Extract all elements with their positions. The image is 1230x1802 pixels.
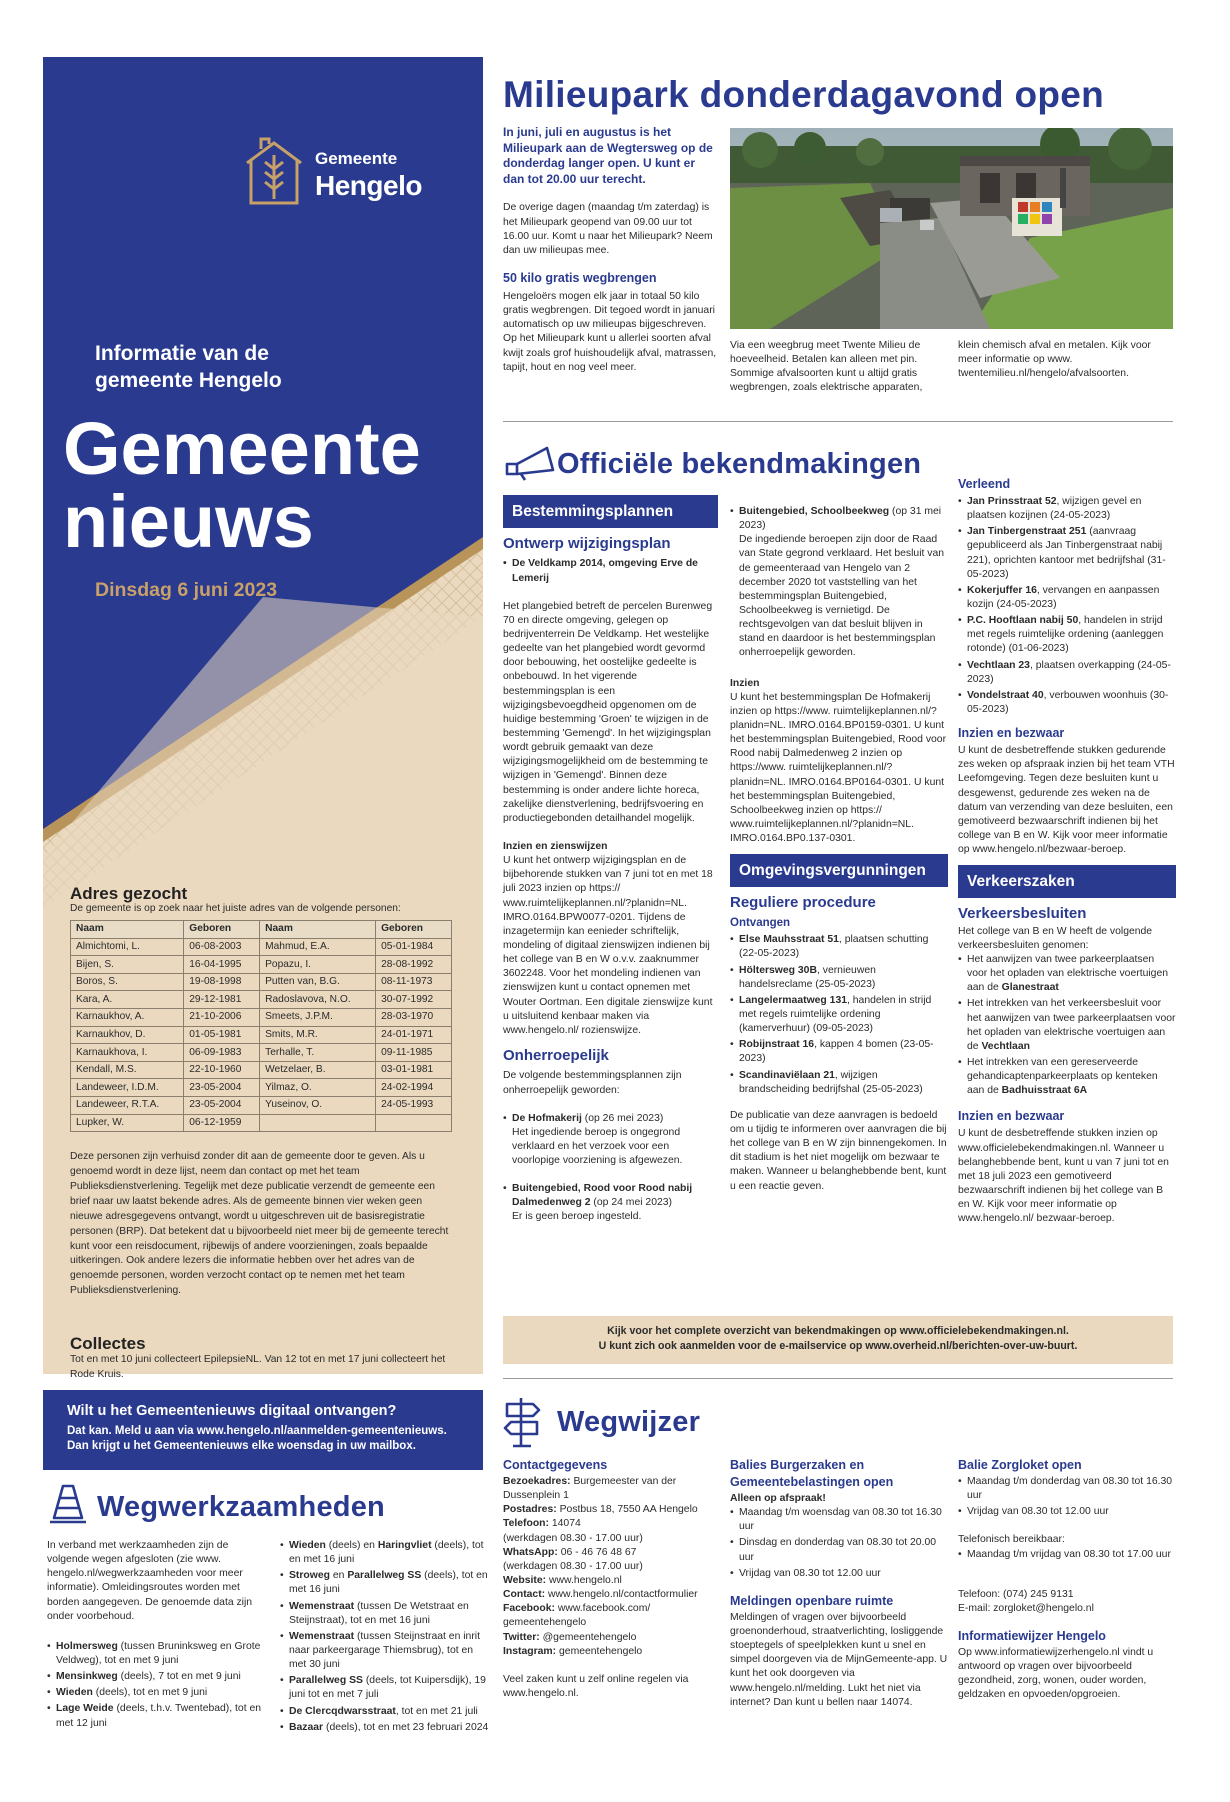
adres-body: Deze personen zijn verhuisd zonder dit aan de gemeente door te geven. Als u genoemd wordt in deze lijst, neem dan contact op met het team Publieksdienstverlening. Tegelijk met deze publicatie verzendt de gemeente een brief naar uw laatst bekende adres. Als de gemeente binnen vier weken geen nieuwe adresgegevens ontvangt, wordt u uitgeschreven uit de basisregistratie personen (BRP). Dat betekent dat u bijvoorbeeld niet meer bij de gemeente terecht kunt voor een reisdocument, rijbewijs of andere voorzieningen, zoals bepaalde uitkeringen. Ook andere lezers die informatie hebben over het adres van de genoemde personen, worden verzocht contact op te nemen met het team Publieksdienstverlening. — [70, 1151, 449, 1297]
contact-line: Bezoekadres: Burgemeester van der Dussenplein 1 — [503, 1476, 677, 1502]
zorgloket-mail[interactable]: E-mail: zorgloket@hengelo.nl — [958, 1602, 1094, 1614]
table-cell: Radoslavova, N.O. — [260, 991, 376, 1009]
divider — [503, 421, 1173, 422]
table-cell: 23-05-2004 — [184, 1096, 260, 1114]
bek-col3 — [958, 474, 1176, 1226]
table-cell: Kendall, M.S. — [71, 1061, 184, 1079]
divider — [503, 1378, 1173, 1379]
infowijzer-body: Op www.informatiewijzerhengelo.nl vindt u antwoord op vragen over bijvoorbeeld gezondheid, zorg, wonen, ouder worden, geldzaken en opvoeden/opgroeien. — [958, 1646, 1154, 1701]
wegwijzer-title: Wegwijzer — [557, 1406, 701, 1438]
table-cell: 24-01-1971 — [376, 1026, 452, 1044]
digitaal-line2: Dan krijgt u het Gemeentenieuws elke woensdag in uw mailbox. — [67, 1440, 416, 1453]
zorgloket-tel: Telefoon: (074) 245 9131 — [958, 1588, 1074, 1600]
milieupark-photo — [730, 128, 1173, 329]
meldingen-body: Meldingen of vragen over bijvoorbeeld groenonderhoud, straatverlichting, losliggende stoeptegels of speelplekken kunt u snel en simpel doorgeven via de MijnGemeente-app. U kunt het ook doorgeven via www.hengelo.nl/melding. Lukt het niet via internet? Dan kunt u bellen naar 14074. — [730, 1611, 948, 1708]
collectes-body: Tot en met 10 juni collecteert EpilepsieNL. Van 12 tot en met 17 juni collecteert het Rode Kruis. — [70, 1354, 446, 1380]
table-cell — [376, 1114, 452, 1132]
bek-item-veldkamp: • De Veldkamp 2014, omgeving Erve de Lemerij — [503, 557, 718, 585]
contact-line: Website: www.hengelo.nl — [503, 1574, 622, 1586]
table-cell: Landeweer, R.T.A. — [71, 1096, 184, 1114]
list-item: • De Clercqdwarsstraat, tot en met 21 juli — [280, 1705, 490, 1719]
wegwerk-list-1 — [47, 1640, 262, 1731]
digitaal-line1[interactable]: Dat kan. Meld u aan via www.hengelo.nl/aanmelden-gemeentenieuws. — [67, 1424, 447, 1437]
table-row — [71, 1114, 452, 1132]
table-cell: Kara, A. — [71, 991, 184, 1009]
wegwerk-list-2 — [280, 1539, 490, 1735]
table-cell: 28-03-1970 — [376, 1008, 452, 1026]
bek-c3-inzien-bezwaar: Inzien en bezwaar — [958, 726, 1065, 741]
list-item: • Het intrekken van een gereserveerde gehandicaptenparkeerplaats op kenteken aan de Badhuisstraat 6A — [958, 1056, 1176, 1098]
table-cell: 03-01-1981 — [376, 1061, 452, 1079]
bek-c3-p3: U kunt de desbetreffende stukken inzien op www.officielebekendmakingen.nl. Wanneer u belanghebbende bent, kunt u van 7 juni tot en met 18 juli 2023 een gemotiveerd bezwaarschrift indienen bij het college van B en W. Kijk voor meer informatie op www.hengelo.nl/ bezwaar-beroep. — [958, 1128, 1169, 1225]
table-cell: Wetzelaer, B. — [260, 1061, 376, 1079]
milieu-col2 — [730, 339, 948, 396]
title-line2: nieuws — [63, 480, 314, 563]
wegwijzer-col3 — [958, 1457, 1176, 1703]
list-item: • Dinsdag en donderdag van 08.30 tot 20.00 uur — [730, 1536, 948, 1564]
infowijzer-heading: Informatiewijzer Hengelo — [958, 1628, 1106, 1643]
table-cell: Smits, M.R. — [260, 1026, 376, 1044]
table-cell: 06-09-1983 — [184, 1044, 260, 1062]
zorgloket-list — [958, 1475, 1176, 1519]
table-cell: 16-04-1995 — [184, 956, 260, 974]
table-cell: 22-10-1960 — [184, 1061, 260, 1079]
list-item: • Mensinkweg (deels), 7 tot en met 9 juni — [47, 1670, 262, 1684]
milieu-title: Milieupark donderdagavond open — [503, 74, 1105, 115]
zorgloket-tel-list — [958, 1548, 1176, 1562]
table-cell: 28-08-1992 — [376, 956, 452, 974]
wegwijzer-col2 — [730, 1457, 948, 1710]
table-header: Geboren — [376, 921, 452, 939]
table-row — [71, 1044, 452, 1062]
list-item: • Het intrekken van het verkeersbesluit voor het aanwijzen van twee parkeerplaatsen voor het opladen van elektrische voertuigen aan de Vechtlaan — [958, 997, 1176, 1054]
table-row — [71, 938, 452, 956]
balies-afspraak: Alleen op afspraak! — [730, 1493, 826, 1504]
list-item: • Langelermaatweg 131, handelen in strijd met regels ruimtelijke ordening (kamerverhuur) (09-05-2023) — [730, 994, 948, 1036]
adres-title: Adres gezocht — [70, 884, 188, 903]
table-cell: Yuseinov, O. — [260, 1096, 376, 1114]
table-cell: 23-05-2004 — [184, 1079, 260, 1097]
list-item: • Maandag t/m woensdag van 08.30 tot 16.30 uur — [730, 1506, 948, 1534]
contact-line: (werkdagen 08.30 - 17.00 uur) — [503, 1532, 643, 1544]
bek-verleend-list — [958, 495, 1176, 717]
list-item: • Wieden (deels) en Haringvliet (deels), tot en met 16 juni — [280, 1539, 490, 1567]
wegwerk-title: Wegwerkzaamheden — [97, 1491, 385, 1523]
list-item: • Jan Tinbergenstraat 251 (aanvraag gepubliceerd als Jan Tinbergenstraat nabij 221), oprichten kantoor met bedrijfshal (31-05-2023) — [958, 525, 1176, 582]
table-cell: Putten van, B.G. — [260, 973, 376, 991]
contact-line: (werkdagen 08.30 - 17.00 uur) — [503, 1560, 643, 1572]
bek-c2-p3: De publicatie van deze aanvragen is bedoeld om u tijdig te informeren over aanvragen die bij het college van B en W zijn binnengekomen. In dit stadium is het niet mogelijk om bezwaar te maken. Wanneer u belanghebbende bent, kunt u een reactie geven. — [730, 1109, 947, 1192]
adres-intro: De gemeente is op zoek naar het juiste adres van de volgende personen: — [70, 903, 401, 914]
bek-c1-p1: Het plangebied betreft de percelen Burenweg 70 en directe omgeving, gelegen op bedrijventerrein De Veldkamp. Het westelijke gedeelte van het plangebied wordt gevormd door bebouwing, het oostelijke gedeelte is onbebouwd. In het vigerende bestemmingsplan is een wijzigingsbevoegdheid opgenomen om de huidige bestemming 'Groen' te wijzigen in de bestemming 'Gemengd'. In het wijzigingsplan wordt gebruik gemaakt van deze wijzigingsmogelijkheid om de bestemming te wijzigen in 'Gemengd'. Binnen deze bestemming is onder andere lichte horeca, zakelijke dienstverlening, bedrijfsvoering en productiegebonden detailhandel mogelijk. — [503, 600, 713, 824]
table-row — [71, 956, 452, 974]
list-item: • Buitengebied, Schoolbeekweg (op 31 mei 2023) De ingediende beroepen zijn door de Raad van State gegrond verklaard. Het besluit van de gemeenteraad van Hengelo van 2 december 2020 tot vaststelling van het bestemmingsplan Buitengebied, Schoolbeekweg is vernietigd. De rechtsgevolgen van dat besluit blijven in stand en daardoor is het bestemmingsplan onherroepelijk geworden. — [730, 505, 948, 661]
bek-ontvangen: Ontvangen — [730, 916, 791, 929]
milieu-p1: De overige dagen (maandag t/m zaterdag) is het Milieupark geopend van 09.00 uur tot 16.00 uur. Komt u naar het Milieupark? Neem dan uw milieupas mee. — [503, 202, 713, 256]
table-cell: 24-02-1994 — [376, 1079, 452, 1097]
bek-c3-p1: U kunt de desbetreffende stukken gedurende zes weken op afspraak inzien bij het team VTH Leefomgeving. Tegen deze besluiten kunt u desgewenst, gedurende zes weken na de datum van verzending van deze besluiten, een gemotiveerd bezwaarschrift indienen bij het college van B en W. Kijk voor meer informatie op www.hengelo.nl/bezwaar-beroep. — [958, 745, 1175, 856]
bek-ontwerp-heading: Ontwerp wijzigingsplan — [503, 535, 671, 553]
collectes-title: Collectes — [70, 1334, 146, 1353]
signpost-icon — [503, 1394, 543, 1448]
table-row — [71, 991, 452, 1009]
list-item: • Het aanwijzen van twee parkeerplaatsen voor het opladen van elektrische voertuigen aan de Glanestraat — [958, 953, 1176, 995]
contact-line: Instagram: gemeentehengelo — [503, 1645, 643, 1657]
edition-date: Dinsdag 6 juni 2023 — [95, 579, 278, 601]
milieu-col3 — [958, 339, 1176, 381]
table-cell: 06-12-1959 — [184, 1114, 260, 1132]
title-line1: Gemeente — [63, 407, 421, 490]
bek-banner-line2[interactable]: U kunt zich ook aanmelden voor de e-mailservice op www.overheid.nl/berichten-over-uw-buurt. — [598, 1340, 1078, 1353]
logo-line1: Gemeente — [315, 149, 398, 168]
list-item: • Holmersweg (tussen Bruninksweg en Grote Veldweg), tot en met 9 juni — [47, 1640, 262, 1668]
table-cell: 08-11-1973 — [376, 973, 452, 991]
table-cell: 01-05-1981 — [184, 1026, 260, 1044]
wegwerk-col2 — [280, 1539, 490, 1737]
table-cell: Smeets, J.P.M. — [260, 1008, 376, 1026]
balies-heading: Balies Burgerzaken en Gemeentebelastingen open — [730, 1458, 894, 1489]
table-cell — [260, 1114, 376, 1132]
balies-list — [730, 1506, 948, 1581]
bek-c1-p2: U kunt het ontwerp wijzigingsplan en de bijbehorende stukken van 7 juni tot en met 18 juli 2023 inzien op https:// www.ruimtelijkeplannen.nl/?planidn=NL. IMRO.0164.BPW0077-0201. Tijdens de inzagetermijn kan eenieder schriftelijk, mondeling of digitaal zienswijzen indienen bij het college van B en W o.v.v. zaaknummer 3602248. Voor het mondeling indienen van zienswijzen kunt u contact opnemen met Wouter Oortman. Een digitale zienswijze kunt u uitsluitend kenbaar maken via www.hengelo.nl/ rozienswijze. — [503, 855, 713, 1036]
table-row — [71, 1026, 452, 1044]
list-item: • Wemenstraat (tussen De Wetstraat en Steijnstraat), tot en met 16 juni — [280, 1600, 490, 1628]
milieu-lead: In juni, juli en augustus is het Milieupark aan de Wegtersweg op de donderdag langer open. U kunt er dan tot 20.00 uur terecht. — [503, 125, 713, 186]
list-item: • Höltersweg 30B, vernieuwen handelsreclame (25-05-2023) — [730, 964, 948, 992]
contact-foot: Veel zaken kunt u zelf online regelen via www.hengelo.nl. — [503, 1673, 689, 1699]
bek-reguliere: Reguliere procedure — [730, 894, 876, 912]
adres-table-wrap — [70, 920, 452, 1132]
table-cell: Almichtomi, L. — [71, 938, 184, 956]
contact-list — [503, 1475, 721, 1659]
contact-line: Facebook: www.facebook.com/ gemeentehengelo — [503, 1603, 651, 1629]
milieu-col1 — [503, 125, 718, 375]
list-item: • Kokerjuffer 16, vervangen en aanpassen kozijn (24-05-2023) — [958, 584, 1176, 612]
list-item: • Buitengebied, Rood voor Rood nabij Dalmedenweg 2 (op 24 mei 2023) Er is geen beroep ingesteld. — [503, 1182, 718, 1224]
table-cell: 06-08-2003 — [184, 938, 260, 956]
list-item: • Vrijdag van 08.30 tot 12.00 uur — [730, 1567, 948, 1581]
logo — [243, 135, 443, 215]
list-item: • Vechtlaan 23, plaatsen overkapping (24-05-2023) — [958, 659, 1176, 687]
table-cell: Karnaukhov, A. — [71, 1008, 184, 1026]
table-cell: 09-11-1985 — [376, 1044, 452, 1062]
table-cell: Popazu, I. — [260, 956, 376, 974]
table-cell: Bijen, S. — [71, 956, 184, 974]
wheat-tower-icon — [243, 135, 305, 211]
table-cell: 24-05-1993 — [376, 1096, 452, 1114]
table-cell: Karnaukhova, I. — [71, 1044, 184, 1062]
logo-line2: Hengelo — [315, 170, 422, 201]
contact-line: Contact: www.hengelo.nl/contactformulier — [503, 1589, 698, 1601]
list-item: • Wieden (deels), tot en met 9 juni — [47, 1686, 262, 1700]
bek-bar-verkeerszaken: Verkeerszaken — [958, 865, 1176, 898]
table-cell: 05-01-1984 — [376, 938, 452, 956]
list-item: • Else Mauhsstraat 51, plaatsen schutting (22-05-2023) — [730, 933, 948, 961]
milieu-p3: Via een weegbrug meet Twente Milieu de hoeveelheid. Betalen kan alleen met pin. Sommige afvalsoorten kunt u altijd gratis wegbrengen, zoals elektrische apparaten, — [730, 340, 923, 394]
bek-verkeersbesluiten: Verkeersbesluiten — [958, 905, 1087, 923]
milieupark-photo-illustration — [730, 128, 1173, 329]
meldingen-heading: Meldingen openbare ruimte — [730, 1593, 894, 1608]
contact-line: Telefoon: 14074 — [503, 1518, 581, 1530]
table-cell: 19-08-1998 — [184, 973, 260, 991]
table-cell: Landeweer, I.D.M. — [71, 1079, 184, 1097]
table-cell: Lupker, W. — [71, 1114, 184, 1132]
tel-heading: Telefonisch bereikbaar: — [958, 1534, 1065, 1546]
list-item: • Wemenstraat (tussen Steijnstraat en inrit naar parkeergarage Thiemsbrug), tot en met 30 juni — [280, 1630, 490, 1672]
table-row — [71, 1079, 452, 1097]
list-item: • Maandag t/m vrijdag van 08.30 tot 17.00 uur — [958, 1548, 1176, 1562]
list-item: • Scandinaviëlaan 21, wijzigen brandscheiding bedrijfshal (25-05-2023) — [730, 1069, 948, 1097]
list-item: • Bazaar (deels), tot en met 23 februari 2024 — [280, 1721, 490, 1735]
table-cell: Karnaukhov, D. — [71, 1026, 184, 1044]
megaphone-icon — [503, 442, 557, 482]
table-cell: Yilmaz, O. — [260, 1079, 376, 1097]
bek-col2 — [730, 505, 948, 1194]
bek-c1-p3: De volgende bestemmingsplannen zijn onherroepelijk geworden: — [503, 1070, 682, 1096]
wegwerk-intro: In verband met werkzaamheden zijn de volgende wegen afgesloten (zie www. hengelo.nl/wegwerkzaamheden voor meer informatie). Omleidingsroutes worden met borden aangegeven. De genoemde data zijn onder voorbehoud. — [47, 1540, 253, 1622]
list-item: • Jan Prinsstraat 52, wijzigen gevel en plaatsen kozijnen (24-05-2023) — [958, 495, 1176, 523]
bek-banner-line1[interactable]: Kijk voor het complete overzicht van bekendmakingen op www.officielebekendmakingen.nl. — [607, 1325, 1069, 1337]
contact-line: Twitter: @gemeentehengelo — [503, 1631, 637, 1643]
bek-inzien-zienswijzen: Inzien en zienswijzen — [503, 841, 608, 852]
bek-c3-p2: Het college van B en W heeft de volgende verkeersbesluiten genomen: — [958, 925, 1153, 951]
contact-line: Postadres: Postbus 18, 7550 AA Hengelo — [503, 1504, 698, 1516]
bek-col1 — [503, 495, 718, 1227]
milieu-sub: 50 kilo gratis wegbrengen — [503, 270, 657, 285]
digitaal-title: Wilt u het Gemeentenieuws digitaal ontvangen? — [67, 1403, 397, 1419]
list-item: • P.C. Hooftlaan nabij 50, handelen in strijd met regels ruimtelijke ordening (aanleggen rotonde) (01-06-2023) — [958, 614, 1176, 656]
table-cell: Mahmud, E.A. — [260, 938, 376, 956]
list-item: • Vrijdag van 08.30 tot 12.00 uur — [958, 1505, 1176, 1519]
table-header: Geboren — [184, 921, 260, 939]
bek-inzien: Inzien — [730, 677, 760, 689]
list-item: • Maandag t/m donderdag van 08.30 tot 16.30 uur — [958, 1475, 1176, 1503]
info-line1: Informatie van de — [95, 342, 269, 365]
bek-ontvangen-list — [730, 933, 948, 1097]
table-cell: 30-07-1992 — [376, 991, 452, 1009]
table-cell: 21-10-2006 — [184, 1008, 260, 1026]
contact-heading: Contactgegevens — [503, 1458, 608, 1472]
table-header: Naam — [260, 921, 376, 939]
bek-bar-omgevingsvergunningen: Omgevingsvergunningen — [730, 854, 948, 887]
table-row — [71, 1096, 452, 1114]
table-cell: Terhalle, T. — [260, 1044, 376, 1062]
list-item: • Stroweg en Parallelweg SS (deels), tot en met 16 juni — [280, 1569, 490, 1597]
table-row — [71, 1008, 452, 1026]
table-header: Naam — [71, 921, 184, 939]
info-line2: gemeente Hengelo — [95, 369, 282, 392]
bek-bar-bestemmingsplannen: Bestemmingsplannen — [503, 495, 718, 528]
list-item: • Robijnstraat 16, kappen 4 bomen (23-05-2023) — [730, 1038, 948, 1066]
bek-onherroepelijk: Onherroepelijk — [503, 1046, 609, 1064]
table-cell: 29-12-1981 — [184, 991, 260, 1009]
table-row — [71, 1061, 452, 1079]
bek-c2-p2: U kunt het bestemmingsplan De Hofmakerij inzien op https://www. ruimtelijkeplannen.nl/?planidn=NL. IMRO.0164.BP0159-0301. U kunt het bestemmingsplan Buitengebied, Rood voor Rood nabij Dalmedenweg 2 inzien op https://www. ruimtelijkeplannen.nl/?planidn=NL. IMRO.0164.BP0164-0301. U kunt het bestemmingsplan Buitengebied, Schoolbeekweg inzien op https:// www.ruimtelijkeplannen.nl/?planidn=NL. IMRO.0164.BP0.137-0301. — [730, 691, 947, 845]
milieu-p2: Hengeloërs mogen elk jaar in totaal 50 kilo gratis wegbrengen. Dit tegoed wordt in januari automatisch op uw milieupas bijgeschreven. Op het Milieupark kunt u allerlei soorten afval kwijt zoals grof huishoudelijk afval, matrassen, tapijt, hout en nog veel meer. — [503, 290, 717, 373]
digitaal-box — [43, 1390, 483, 1470]
zorgloket-heading: Balie Zorgloket open — [958, 1458, 1082, 1472]
milieu-p4: klein chemisch afval en metalen. Kijk voor meer informatie op www. twentemilieu.nl/hengelo/afvalsoorten. — [958, 340, 1151, 380]
adres-table — [70, 920, 452, 1132]
contact-line: WhatsApp: 06 - 46 76 48 67 — [503, 1546, 637, 1558]
table-row — [71, 973, 452, 991]
bek-banner — [503, 1316, 1173, 1364]
bek-c3-inzien-bezwaar-2: Inzien en bezwaar — [958, 1109, 1065, 1124]
wegwijzer-col1 — [503, 1457, 721, 1701]
bek-verleend: Verleend — [958, 477, 1011, 491]
list-item: • Vondelstraat 40, verbouwen woonhuis (30-05-2023) — [958, 689, 1176, 717]
masthead — [43, 57, 483, 1380]
list-item: • De Hofmakerij (op 26 mei 2023) Het ingediende beroep is ongegrond verklaard en het verzoek voor een voorlopige voorziening is afgewezen. — [503, 1112, 718, 1169]
traffic-cone-icon — [49, 1482, 87, 1526]
list-item: • Lage Weide (deels, t.h.v. Twentebad), tot en met 12 juni — [47, 1702, 262, 1730]
list-item: • Parallelweg SS (deels, tot Kuipersdijk), 19 juni tot en met 7 juli — [280, 1674, 490, 1702]
wegwerk-col1 — [47, 1539, 262, 1733]
bek-title: Officiële bekendmakingen — [557, 448, 922, 480]
table-cell: Boros, S. — [71, 973, 184, 991]
